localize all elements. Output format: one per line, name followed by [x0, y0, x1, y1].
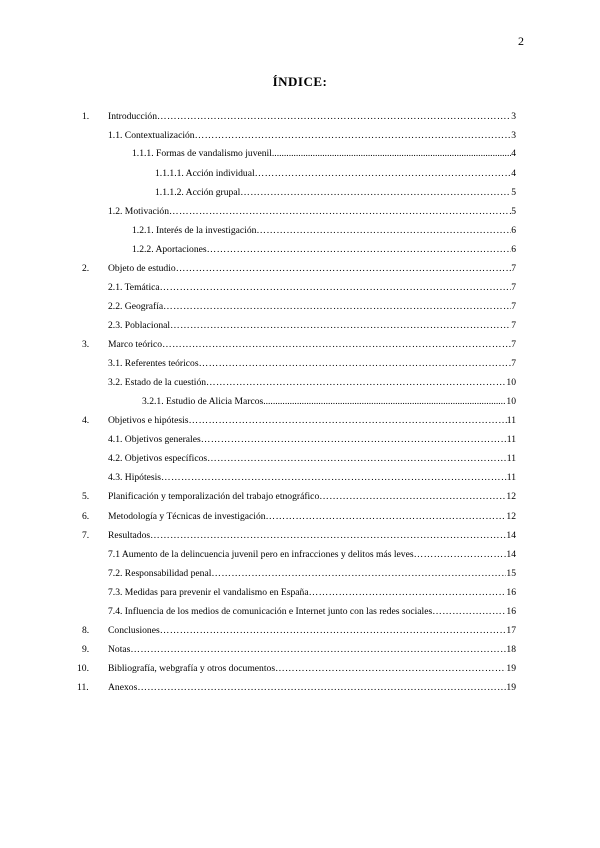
dot-leader: [161, 471, 507, 485]
entry-label: 7.4. Influencia de los medios de comunicación e Internet junto con las redes sociales: [108, 606, 433, 617]
entry-page: 5: [511, 206, 516, 217]
toc-entry[interactable]: [108, 452, 516, 466]
entry-label: Marco teórico: [108, 339, 163, 350]
entry-label: Conclusiones: [108, 625, 160, 636]
dot-leader: [263, 395, 506, 409]
entry-number: 4.: [82, 415, 90, 426]
entry-page: 3: [511, 111, 516, 122]
toc-entry[interactable]: [108, 471, 516, 485]
entry-number: 10.: [77, 663, 89, 674]
entry-page: 10: [506, 377, 516, 388]
entry-page: 19: [506, 663, 516, 674]
dot-leader: [169, 205, 511, 219]
entry-label: 7.3. Medidas para prevenir el vandalismo en España: [108, 587, 309, 598]
entry-label: 3.2. Estado de la cuestión: [108, 377, 207, 388]
dot-leader: [157, 110, 511, 124]
dot-leader: [130, 643, 506, 657]
dot-leader: [207, 243, 512, 257]
dot-leader: [255, 167, 512, 181]
entry-label: 1.1. Contextualización: [108, 130, 195, 141]
dot-leader: [266, 510, 507, 524]
entry-page: 14: [506, 549, 516, 560]
entry-number: 2.: [82, 263, 90, 274]
toc-entry[interactable]: [155, 186, 516, 200]
entry-number: 1.: [82, 111, 90, 122]
entry-page: 4: [511, 148, 516, 159]
toc-entry[interactable]: [108, 376, 516, 390]
entry-page: 7: [511, 320, 516, 331]
entry-page: 7: [511, 282, 516, 293]
entry-page: 11: [506, 453, 516, 464]
entry-page: 11: [506, 472, 516, 483]
toc-entry[interactable]: [108, 110, 516, 124]
entry-page: 17: [506, 625, 516, 636]
dot-leader: [160, 281, 512, 295]
entry-page: 11: [506, 415, 516, 426]
dot-leader: [163, 300, 511, 314]
toc-entry[interactable]: [142, 395, 516, 409]
dot-leader: [275, 662, 506, 676]
dot-leader: [195, 129, 512, 143]
dot-leader: [211, 567, 506, 581]
dot-leader: [319, 490, 506, 504]
entry-label: 7.2. Responsabilidad penal: [108, 568, 212, 579]
dot-leader: [207, 452, 507, 466]
toc-entry[interactable]: [132, 224, 516, 238]
entry-page: 12: [506, 511, 516, 522]
dot-leader: [170, 319, 511, 333]
page-title: ÍNDICE:: [272, 74, 328, 89]
dot-leader: [309, 586, 507, 600]
dot-leader: [256, 224, 511, 238]
entry-label: 1.2. Motivación: [108, 206, 170, 217]
entry-page: 6: [511, 244, 516, 255]
entry-label: 4.2. Objetivos específicos: [108, 453, 208, 464]
entry-number: 5.: [82, 491, 90, 502]
toc-entry[interactable]: [108, 510, 516, 524]
entry-page: 18: [506, 644, 516, 655]
entry-number: 11.: [77, 682, 89, 693]
entry-label: 3.2.1. Estudio de Alicia Marcos: [142, 396, 264, 407]
toc-entry[interactable]: [108, 662, 516, 676]
toc-entry[interactable]: [108, 624, 516, 638]
entry-page: 14: [506, 530, 516, 541]
entry-page: 6: [511, 225, 516, 236]
entry-label: 1.2.1. Interés de la investigación: [132, 225, 257, 236]
entry-label: 3.1. Referentes teóricos: [108, 358, 199, 369]
entry-label: 4.3. Hipótesis: [108, 472, 162, 483]
entry-label: 1.1.1. Formas de vandalismo juvenil: [132, 148, 272, 159]
toc-entry[interactable]: [108, 300, 516, 314]
entry-label: 1.1.1.2. Acción grupal: [155, 187, 241, 198]
entry-page: 11: [506, 434, 516, 445]
toc-entry[interactable]: [108, 490, 516, 504]
toc-entry[interactable]: [108, 319, 516, 333]
entry-number: 8.: [82, 625, 90, 636]
toc-entry[interactable]: [108, 205, 516, 219]
entry-number: 6.: [82, 511, 90, 522]
entry-label: Anexos: [108, 682, 138, 693]
entry-label: 2.3. Poblacional: [108, 320, 171, 331]
entry-page: 16: [506, 606, 516, 617]
entry-label: Introducción: [108, 111, 158, 122]
entry-label: 2.2. Geografía: [108, 301, 164, 312]
toc-entry[interactable]: [108, 433, 516, 447]
entry-number: 3.: [82, 339, 90, 350]
toc-entry[interactable]: [108, 414, 516, 428]
dot-leader: [162, 338, 511, 352]
dot-leader: [240, 186, 511, 200]
entry-label: Bibliografía, webgrafía y otros documentos: [108, 663, 276, 674]
entry-page: 3: [511, 130, 516, 141]
toc-entry[interactable]: [108, 605, 516, 619]
entry-page: 7: [511, 358, 516, 369]
entry-label: 4.1. Objetivos generales: [108, 434, 201, 445]
dot-leader: [206, 376, 506, 390]
entry-page: 12: [506, 491, 516, 502]
entry-label: 7.1 Aumento de la delincuencia juvenil pero en infracciones y delitos más leves: [108, 549, 414, 560]
toc-entry[interactable]: [108, 129, 516, 143]
entry-label: Notas: [108, 644, 131, 655]
dot-leader: [150, 529, 506, 543]
toc-entry[interactable]: [108, 681, 516, 695]
toc-entry[interactable]: [155, 167, 516, 181]
entry-page: 4: [511, 168, 516, 179]
entry-page: 7: [511, 263, 516, 274]
entry-page: 10: [506, 396, 516, 407]
entry-label: Objetivos e hipótesis: [108, 415, 189, 426]
toc-entry[interactable]: [132, 243, 516, 257]
dot-leader: [272, 147, 511, 161]
entry-label: 2.1. Temática: [108, 282, 160, 293]
entry-label: Metodología y Técnicas de investigación: [108, 511, 266, 522]
toc-entry[interactable]: [108, 281, 516, 295]
entry-number: 7.: [82, 530, 90, 541]
dot-leader: [414, 548, 507, 562]
toc-entry[interactable]: [132, 147, 516, 161]
dot-leader: [160, 624, 507, 638]
toc-entry[interactable]: [108, 529, 516, 543]
entry-label: Resultados: [108, 530, 151, 541]
entry-page: 16: [506, 587, 516, 598]
entry-page: 15: [506, 568, 516, 579]
toc-entry[interactable]: [108, 567, 516, 581]
entry-label: Planificación y temporalización del trabajo etnográfico: [108, 491, 320, 502]
dot-leader: [176, 262, 512, 276]
entry-label: 1.2.2. Aportaciones: [132, 244, 207, 255]
page-number: 2: [518, 34, 524, 48]
entry-number: 9.: [82, 644, 90, 655]
entry-page: 19: [506, 682, 516, 693]
dot-leader: [188, 414, 506, 428]
dot-leader: [199, 357, 512, 371]
dot-leader: [137, 681, 506, 695]
toc-entry[interactable]: [108, 338, 516, 352]
entry-page: 7: [511, 339, 516, 350]
entry-label: 1.1.1.1. Acción individual: [155, 168, 255, 179]
toc-entry[interactable]: [108, 262, 516, 276]
toc-entry[interactable]: [108, 586, 516, 600]
dot-leader: [432, 605, 506, 619]
toc-entry[interactable]: [108, 357, 516, 371]
entry-page: 5: [511, 187, 516, 198]
entry-label: Objeto de estudio: [108, 263, 176, 274]
toc-entry[interactable]: [108, 643, 516, 657]
dot-leader: [201, 433, 507, 447]
entry-page: 7: [511, 301, 516, 312]
toc-entry[interactable]: [108, 548, 516, 562]
